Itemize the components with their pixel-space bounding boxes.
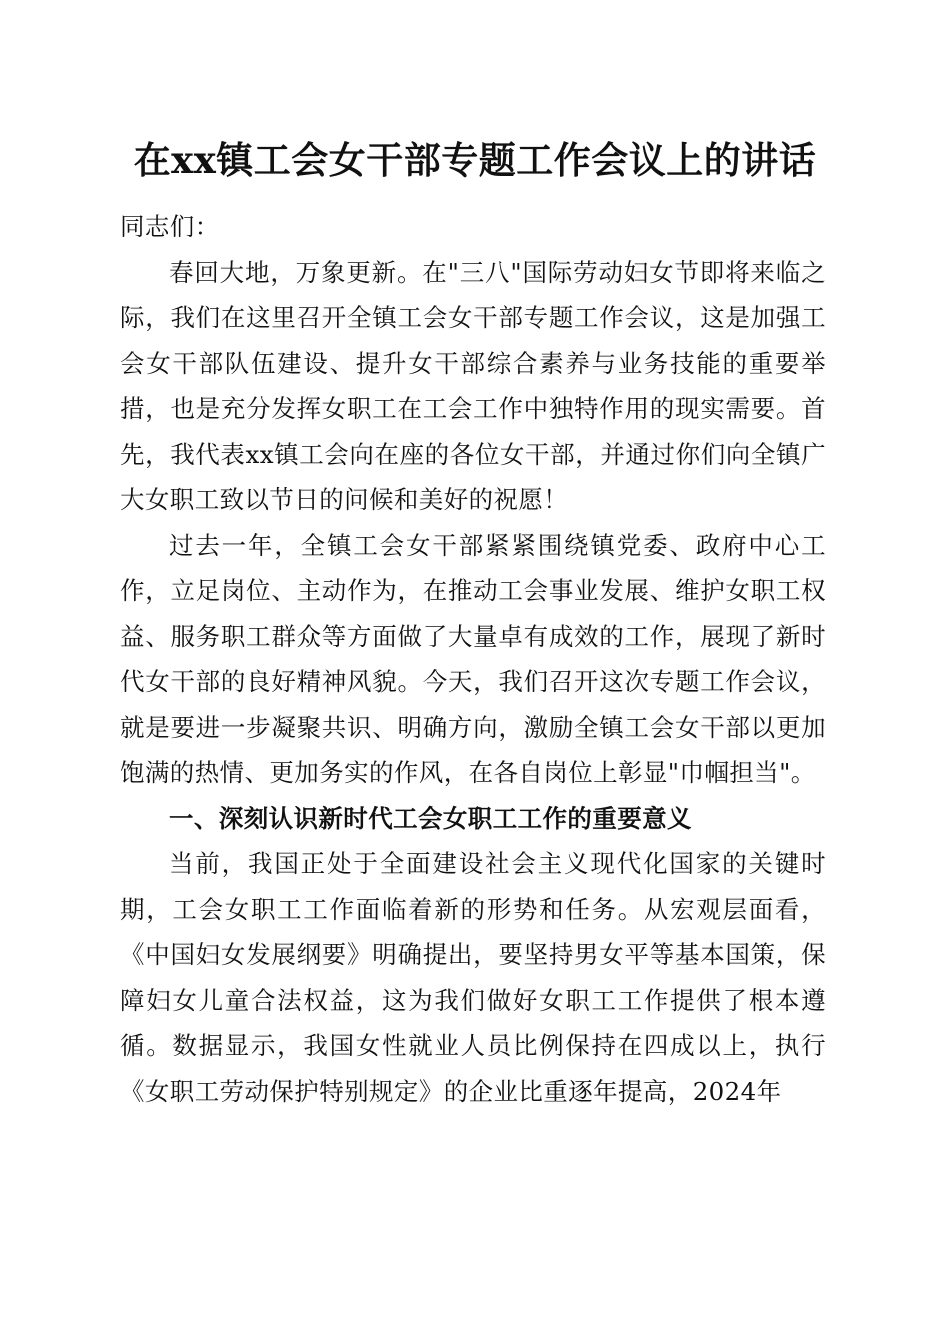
- paragraph-review: 过去一年，全镇工会女干部紧紧围绕镇党委、政府中心工作，立足岗位、主动作为，在推动工会事业发展、维护女职工权益、服务职工群众等方面做了大量卓有成效的工作，展现了新时代女干部的良好精神风貌。今天，我们召开这次专题工作会议，就是要进一步凝聚共识、明确方向，激励全镇工会女干部以更加饱满的热情、更加务实的作风，在各自岗位上彰显"巾帼担当"。: [120, 530, 826, 787]
- document-body: [120, 204, 826, 1114]
- paragraph-section-one: 当前，我国正处于全面建设社会主义现代化国家的关键时期，工会女职工工作面临着新的形势和任务。从宏观层面看，《中国妇女发展纲要》明确提出，要坚持男女平等基本国策，保障妇女儿童合法权益，这为我们做好女职工工作提供了根本遵循。数据显示，我国女性就业人员比例保持在四成以上，执行《女职工劳动保护特别规定》的企业比重逐年提高，2024年: [120, 849, 826, 1106]
- salutation: 同志们：: [120, 212, 220, 241]
- document-title: 在xx镇工会女干部专题工作会议上的讲话: [133, 138, 817, 182]
- section-heading: 一、深刻认识新时代工会女职工工作的重要意义: [169, 803, 692, 833]
- paragraph-opening: 春回大地，万象更新。在"三八"国际劳动妇女节即将来临之际，我们在这里召开全镇工会女干部专题工作会议，这是加强工会女干部队伍建设、提升女干部综合素养与业务技能的重要举措，也是充分发挥女职工在工会工作中独特作用的现实需要。首先，我代表xx镇工会向在座的各位女干部，并通过你们向全镇广大女职工致以节日的问候和美好的祝愿！: [120, 257, 826, 514]
